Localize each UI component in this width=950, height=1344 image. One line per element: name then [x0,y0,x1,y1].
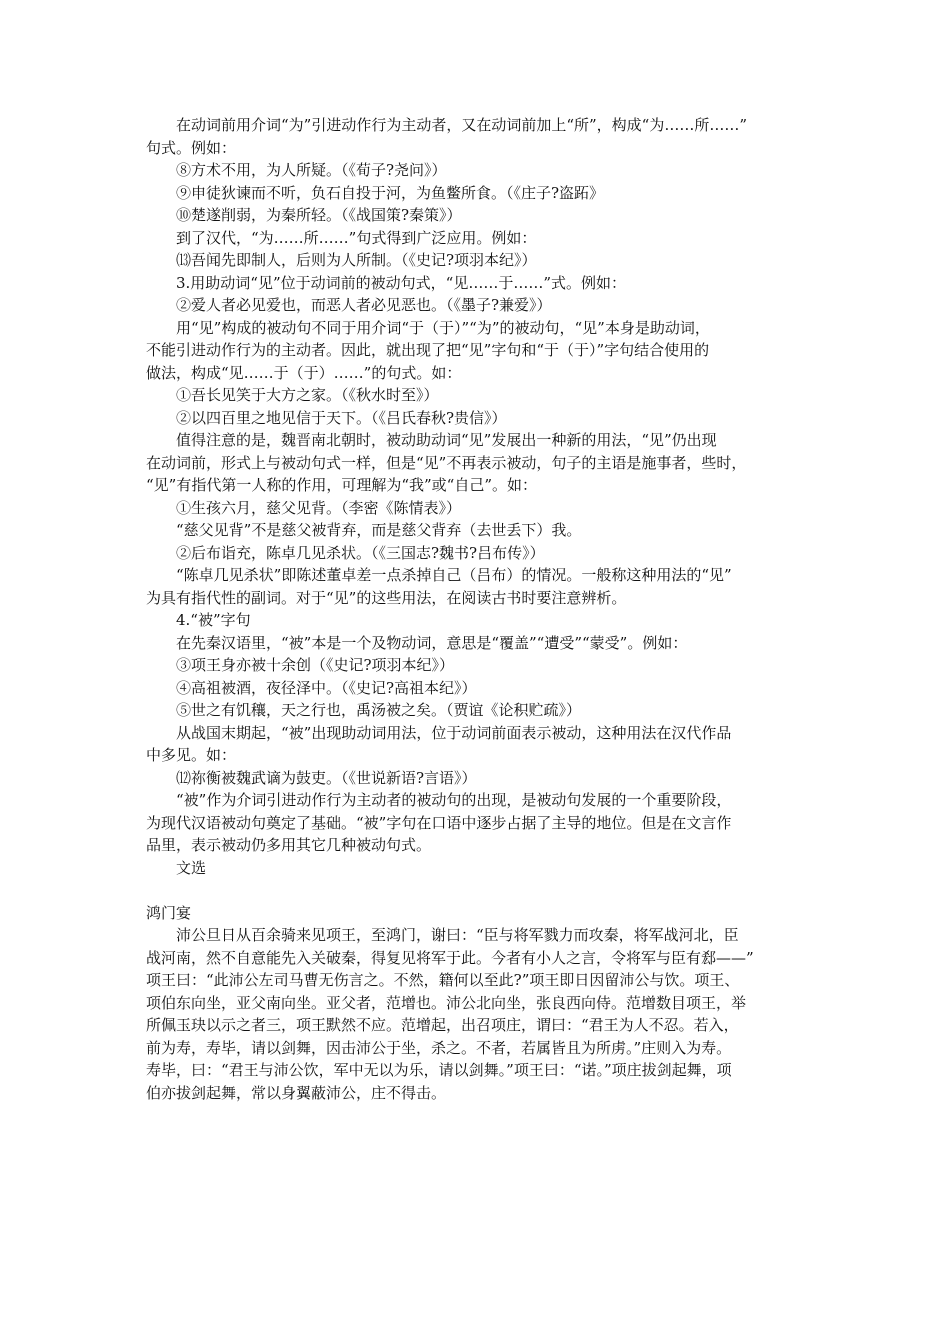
text-line: 项伯东向坐，亚父南向坐。亚父者，范增也。沛公北向坐，张良西向侍。范增数目项王，举 [146,993,747,1012]
text-line: 用“见”构成的被动句不同于用介词“于（于）”“为”的被动句，“见”本身是助动词， [176,318,710,337]
text-line: 到了汉代，“为……所……”句式得到广泛应用。例如： [176,228,537,247]
text-line: 值得注意的是，魏晋南北朝时，被动助动词“见”发展出一种新的用法，“见”仍出现 [176,431,717,449]
text-line: 为现代汉语被动句奠定了基础。“被”字句在口语中逐步占据了主导的地位。但是在文言作 [146,813,732,832]
text-line: 鸿门宴 [146,903,192,922]
text-line: ③项王身亦被十余创（《史记?项羽本纪》） [176,656,455,674]
text-line: ①生孩六月，慈父见背。（李密《陈情表》） [176,498,462,517]
text-line: ⑿祢衡被魏武谪为鼓吏。（《世说新语?言语》） [176,768,477,787]
text-line: 所佩玉玦以示之者三，项王默然不应。范增起，出召项庄，谓曰：“君王为人不忍。若入， [146,1016,739,1034]
text-line: 项王曰：“此沛公左司马曹无伤言之。不然，籍何以至此?”项王即日因留沛公与饮。项王、 [146,971,740,989]
text-line: 在动词前用介词“为”引进动作行为主动者，又在动词前加上“所”，构成“为……所……” [176,116,748,134]
text-line: 中多见。如： [146,746,237,764]
text-line: ⑩楚遂削弱，为秦所轻。（《战国策?秦策》） [176,206,462,224]
text-line: “被”作为介词引进动作行为主动者的被动句的出现，是被动句发展的一个重要阶段， [176,791,732,809]
text-line: 从战国末期起，“被”出现助动词用法，位于动词前面表示被动，这种用法在汉代作品 [176,723,732,742]
text-line: 3.用助动词“见”位于动词前的被动句式，“见……于……”式。例如： [176,273,626,292]
text-line: 4.“被”字句 [176,611,251,629]
text-line: “慈父见背”不是慈父被背弃，而是慈父背弃（去世丢下）我。 [176,521,582,539]
text-line: 在动词前，形式上与被动句式一样，但是“见”不再表示被动，句子的主语是施事者，些时， [146,453,747,472]
text-line: 沛公旦日从百余骑来见项王，至鸿门，谢曰：“臣与将军戮力而攻秦，将军战河北，臣 [176,926,739,944]
text-line: ⒀吾闻先即制人，后则为人所制。（《史记?项羽本纪》） [176,251,537,269]
text-line: ②以四百里之地见信于天下。（《吕氏春秋?贵信》） [176,408,507,427]
text-line: ②后布诣充，陈卓几见杀状。（《三国志?魏书?吕布传》） [176,543,545,562]
text-line: ⑤世之有饥穰，天之行也，禹汤被之矣。（贾谊《论积贮疏》） [176,701,582,719]
text-line: 品里，表示被动仍多用其它几种被动句式。 [146,836,432,854]
text-line: ④高祖被酒，夜径泽中。（《史记?高祖本纪》） [176,678,477,697]
text-line: “陈卓几见杀状”即陈述董卓差一点杀掉自己（吕布）的情况。一般称这种用法的“见” [176,566,732,584]
text-line: 做法，构成“见……于（于）……”的句式。如： [146,363,462,382]
text-line: 战河南，然不自意能先入关破秦，得复见将军于此。今者有小人之言，令将军与臣有郄——” [146,948,754,967]
text-line: ①吾长见笑于大方之家。（《秋水时至》） [176,386,439,404]
text-line: 前为寿，寿毕，请以剑舞，因击沛公于坐，杀之。不者，若属皆且为所虏。”庄则入为寿。 [146,1038,732,1057]
text-line: ⑧方术不用，为人所疑。（《荀子?尧问》） [176,161,447,179]
blank-line [146,879,806,902]
text-line: 为具有指代性的副词。对于“见”的这些用法，在阅读古书时要注意辨析。 [146,588,627,607]
text-line: 在先秦汉语里，“被”本是一个及物动词，意思是“覆盖”“遭受”“蒙受”。例如： [176,633,688,652]
text-line: 不能引进动作行为的主动者。因此，就出现了把“见”字句和“于（于）”字句结合使用的 [146,341,710,359]
text-line: 寿毕，曰：“君王与沛公饮，军中无以为乐，请以剑舞。”项王曰：“诺。”项庄拔剑起舞，项 [146,1061,732,1079]
text-line: 句式。例如： [146,138,237,157]
text-line: 伯亦拔剑起舞，常以身翼蔽沛公，庄不得击。 [146,1083,447,1102]
text-line: ⑨申徒狄谏而不听，负石自投于河，为鱼鳖所食。（《庄子?盗跖》 [176,183,605,202]
text-line: 文选 [176,858,207,877]
text-line: “见”有指代第一人称的作用，可理解为“我”或“自己”。如： [146,476,538,494]
text-line: ②爱人者必见爱也，而恶人者必见恶也。（《墨子?兼爱》） [176,296,552,314]
